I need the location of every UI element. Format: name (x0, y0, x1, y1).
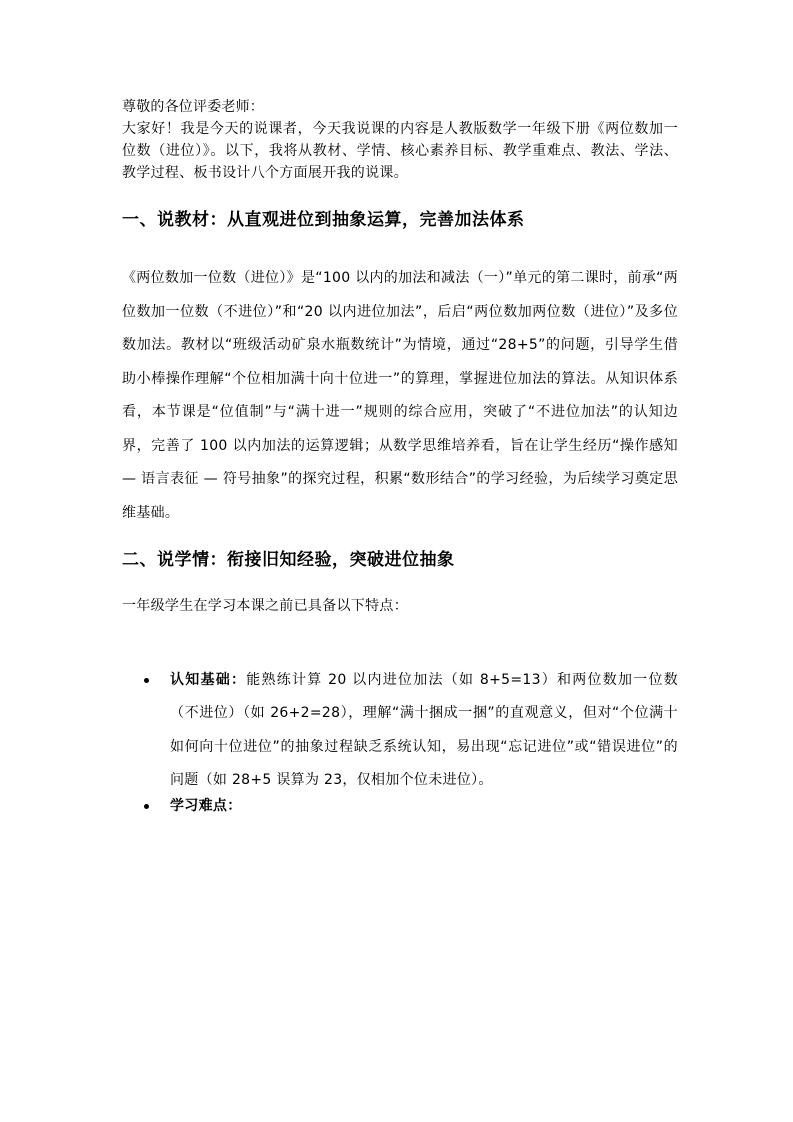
section-1-paragraph: 《两位数加一位数（进位）》是“100 以内的加法和减法（一）”单元的第二课时，前承“两位数加一位数（不进位）”和“20 以内进位加法”，后启“两位数加两位数（进位）”及多位数加法。教材以“班级活动矿泉水瓶数统计”为情境，通过“28+5”的问题，引导学生借助小棒操作理解“个位相加满十向十位进一”的算理，掌握进位加法的算法。从知识体系看，本节课是“位值制”与“满十进一”规则的综合应用，突破了“不进位加法”的认知边界，完善了 100 以内加法的运算逻辑；从数学思维培养看，旨在让学生经历“操作感知 — 语言表征 — 符号抽象”的探究过程，积累“数形结合”的学习经验，为后续学习奠定思维基础。 (122, 270, 678, 521)
opening-paragraph: 大家好！我是今天的说课者，今天我说课的内容是人教版数学一年级下册《两位数加一位数（进位）》。以下，我将从教材、学情、核心素养目标、教学重难点、教法、学法、教学过程、板书设计八个方面展开我的说课。 (122, 121, 678, 181)
item-label: 认知基础： (170, 671, 247, 688)
learning-characteristics-list (122, 664, 678, 824)
item-text: 能熟练计算 20 以内进位加法（如 8+5=13）和两位数加一位数（不进位）（如 26+2=28），理解“满十捆成一捆”的直观意义，但对“个位满十如何向十位进位”的抽象过程缺乏系统认知，易出现“忘记进位”或“错误进位”的问题（如 28+5 误算为 23，仅相加个位未进位）。 (170, 671, 679, 788)
list-item (122, 790, 678, 824)
greeting-line: 尊敬的各位评委老师： (122, 99, 264, 115)
bullet-icon (144, 804, 149, 809)
section-2-heading: 二、说学情：衔接旧知经验，突破进位抽象 (122, 550, 455, 570)
list-item (122, 664, 678, 798)
section-2-lead: 一年级学生在学习本课之前已具备以下特点： (122, 598, 408, 614)
document-page (122, 96, 678, 823)
section-1-heading: 一、说教材：从直观进位到抽象运算，完善加法体系 (122, 210, 525, 230)
item-label: 学习难点： (170, 797, 242, 814)
bullet-icon (144, 678, 149, 683)
